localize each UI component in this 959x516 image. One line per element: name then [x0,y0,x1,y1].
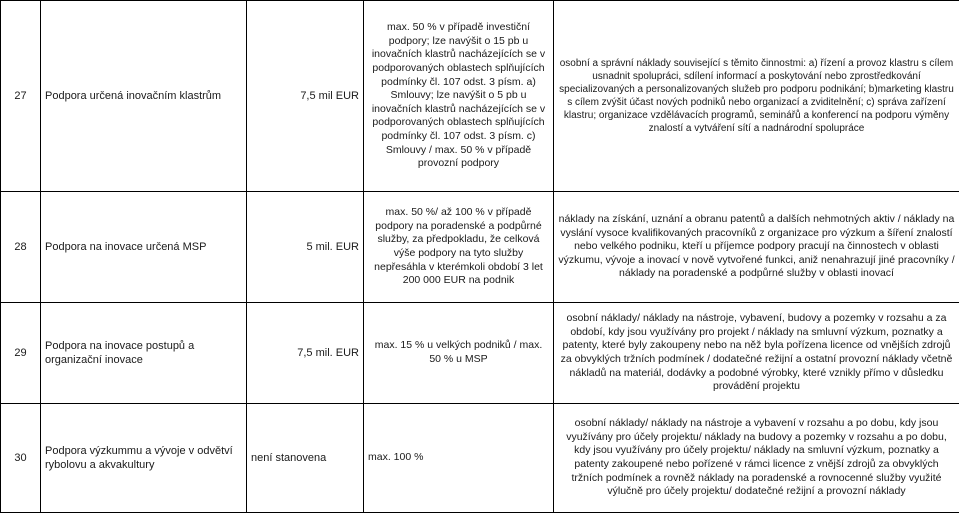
aid-name: Podpora výzkummu a vývoje v odvětví rybolovu a akvakultury [41,404,247,513]
aid-intensity: max. 50 %/ až 100 % v případě podpory na poradenské a podpůrné služby, za předpokladu, že celková výše podpory na tyto služby nepřesáhla v kterémkoli období 3 let 200 000 EUR na podnik [364,192,554,303]
aid-name: Podpora určená inovačním klastrům [41,1,247,192]
aid-amount: 7,5 mil. EUR [247,303,364,404]
aid-intensity: max. 15 % u velkých podniků / max. 50 % u MSP [364,303,554,404]
aid-amount: není stanovena [247,404,364,513]
eligible-costs: osobní a správní náklady související s těmito činnostmi: a) řízení a provoz klastru s cílem usnadnit spolupráci, sdílení informací a poskytování nebo zprostředkování specializovaných a personalizovaných služeb pro podporu podnikání; b)marketing klastru s cílem zvýšit účast nových podniků nebo organizací a zviditelnění; c) správa zařízení klastru; organizace vzdělávacích programů, seminářů a konferencí na podporu výměny znalostí a vytváření sítí a nadnárodní spolupráce [554,1,959,192]
row-number: 30 [1,404,41,513]
table-row [1,303,959,404]
eligible-costs: náklady na získání, uznání a obranu patentů a dalších nehmotných aktiv / náklady na vyslání vysoce kvalifikovaných pracovníků z organizace pro výzkum a šíření znalostí nebo velkého podniku, kteří u příjemce podpory pracují na činnostech v oblasti výzkumu, vývoje a inovací v nově vytvořené funkci, aniž nenahrazují jiné pracovníky / náklady na poradenské a podpůrné služby v oblasti inovací [554,192,959,303]
aid-amount: 5 mil. EUR [247,192,364,303]
row-number: 27 [1,1,41,192]
table-row [1,1,959,192]
eligible-costs: osobní náklady/ náklady na nástroje a vybavení v rozsahu a po dobu, kdy jsou využívány pro účely projektu/ náklady na budovy a pozemky v rozsahu a po dobu, kdy jsou využívány pro účely projektu/ náklady na smluvní výzkum, poznatky a patenty zakoupené nebo pořízené v rámci licence z vnější zdrojů za obvyklých tržních podmínek a rovněž náklady na poradenské a rovnocenné služby využité výlučně pro účely projektu/ dodatečné režijní a provozní náklady [554,404,959,513]
table-row [1,192,959,303]
aid-name: Podpora na inovace určená MSP [41,192,247,303]
aid-intensity: max. 50 % v případě investiční podpory; lze navýšit o 15 pb u inovačních klastrů nacházejících se v podporovaných oblastech splňujících podmínky čl. 107 odst. 3 písm. a) Smlouvy; lze navýšit o 5 pb u inovačních klastrů nacházejících se v podporovaných oblastech splňujících podmínky čl. 107 odst. 3 písm. c) Smlouvy / max. 50 % v případě provozní podpory [364,1,554,192]
row-number: 29 [1,303,41,404]
eligible-costs: osobní náklady/ náklady na nástroje, vybavení, budovy a pozemky v rozsahu a za období, kdy jsou využívány pro projekt / náklady na smluvní výzkum, poznatky a patenty, které byly zakoupeny nebo na něž byla pořízena licence od vnějších zdrojů za obvyklých tržních podmínek / dodatečné režijní a ostatní provozní náklady včetně nákladů na materiál, dodávky a podobné výrobky, které vznikly přímo v důsledku provádění projektu [554,303,959,404]
row-number: 28 [1,192,41,303]
aid-name: Podpora na inovace postupů a organizační inovace [41,303,247,404]
aid-amount: 7,5 mil EUR [247,1,364,192]
table-row [1,404,959,513]
aid-intensity: max. 100 % [364,404,554,513]
